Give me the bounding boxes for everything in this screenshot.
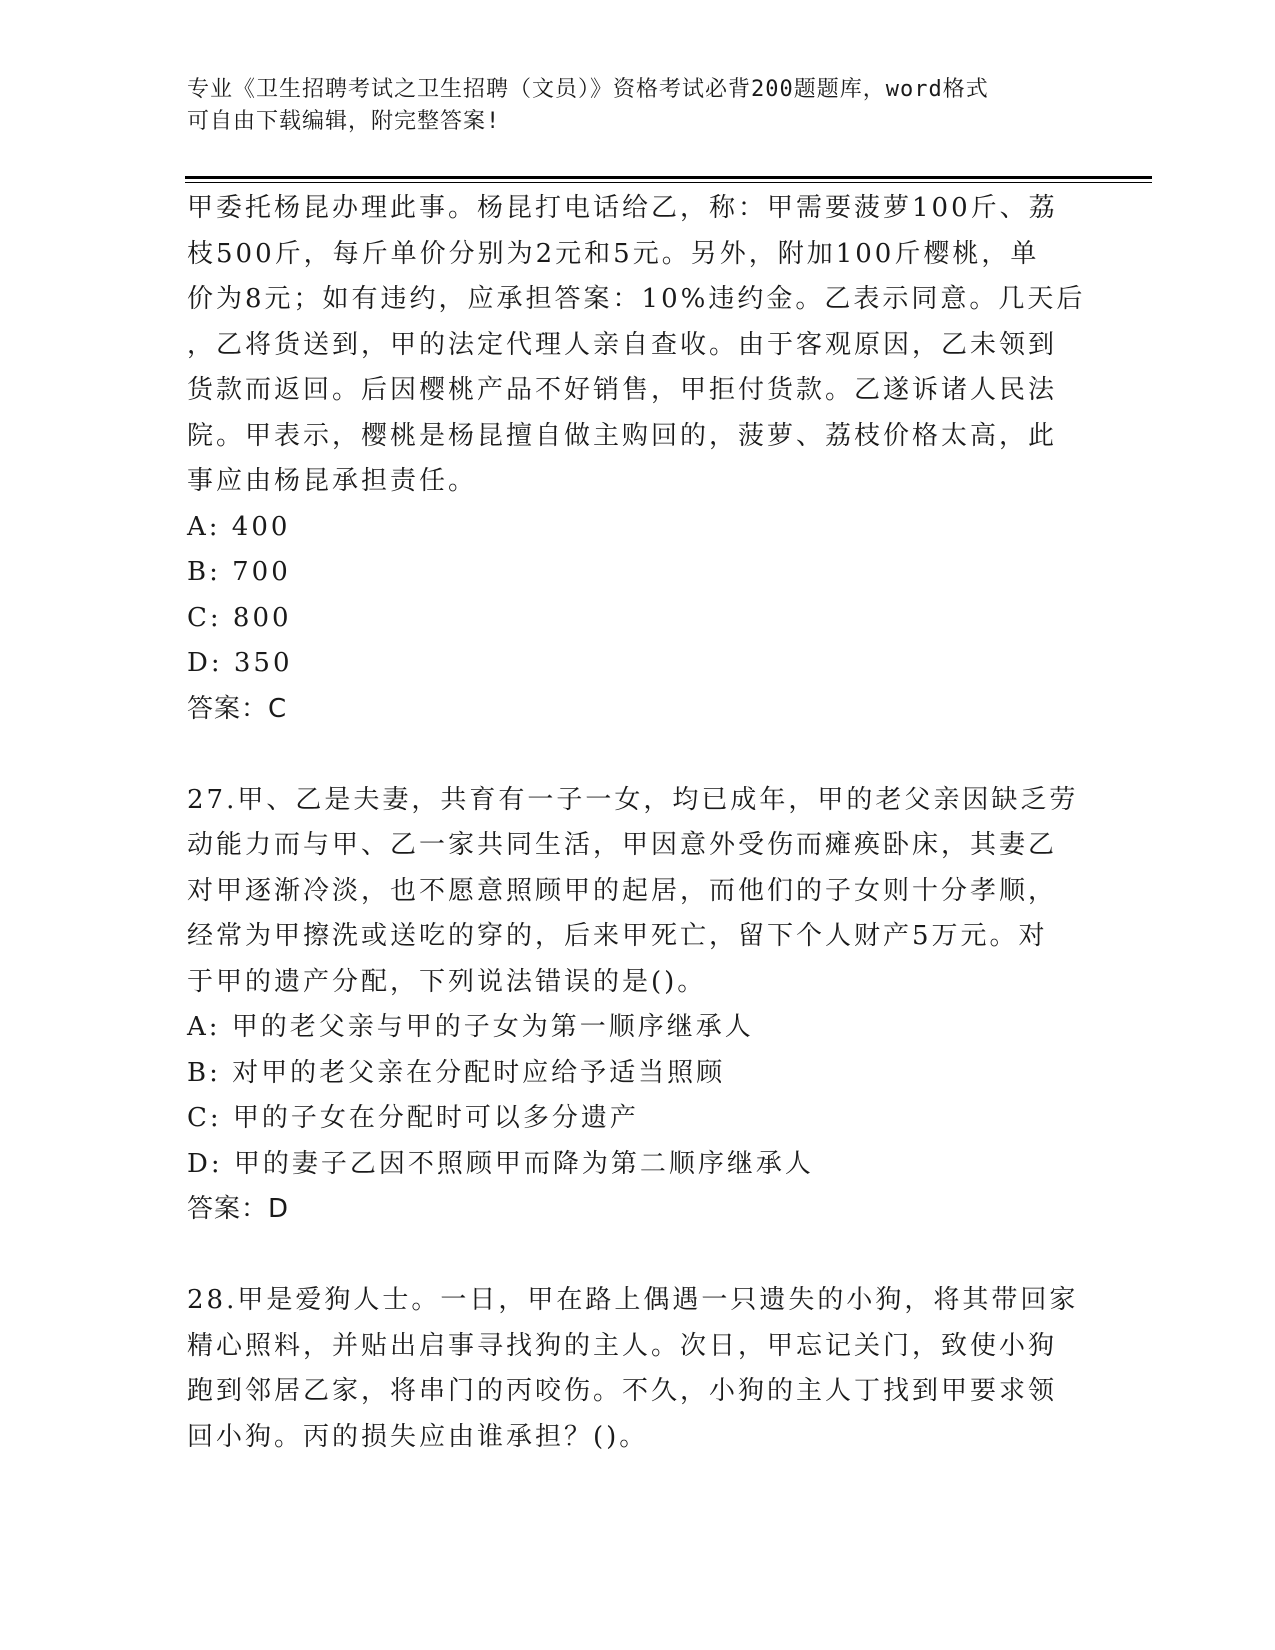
page-header: [187, 74, 1067, 138]
question-stem-line: 于甲的遗产分配，下列说法错误的是()。: [187, 966, 707, 997]
question-stem-line: 甲委托杨昆办理此事。杨昆打电话给乙，称：甲需要菠萝100斤、荔: [187, 193, 1058, 223]
option-a: A: 400: [187, 511, 291, 542]
header-divider-thin: [185, 182, 1152, 183]
option-d: D: 350: [187, 648, 293, 678]
question-stem-line: 院。甲表示，樱桃是杨昆擅自做主购回的，菠萝、荔枝价格太高，此: [187, 420, 1058, 451]
option-c: C: 甲的子女在分配时可以多分遗产: [187, 1103, 639, 1133]
header-title-line-2: 可自由下载编辑，附完整答案!: [187, 109, 501, 134]
question-26: [187, 186, 1087, 732]
question-stem-line: 事应由杨昆承担责任。: [187, 466, 478, 496]
spacer: [187, 732, 1087, 778]
question-stem-line: 经常为甲擦洗或送吃的穿的，后来甲死亡，留下个人财产5万元。对: [187, 921, 1048, 951]
question-stem-line: 回小狗。丙的损失应由谁承担？()。: [187, 1421, 649, 1452]
question-stem-line: 跑到邻居乙家，将串门的丙咬伤。不久，小狗的主人丁找到甲要求领: [187, 1376, 1058, 1406]
question-stem-line: 货款而返回。后因樱桃产品不好销售，甲拒付货款。乙遂诉诸人民法: [187, 375, 1058, 405]
option-a: A: 甲的老父亲与甲的子女为第一顺序继承人: [187, 1012, 754, 1042]
question-stem-line: 28.甲是爱狗人士。一日，甲在路上偶遇一只遗失的小狗，将其带回家: [187, 1285, 1079, 1315]
answer-label: 答案：D: [187, 1194, 290, 1224]
answer-label: 答案：C: [187, 693, 288, 724]
spacer: [187, 1233, 1087, 1279]
question-stem-line: 对甲逐渐冷淡，也不愿意照顾甲的起居，而他们的子女则十分孝顺，: [187, 875, 1058, 906]
option-c: C: 800: [187, 602, 292, 633]
header-title-line-1: 专业《卫生招聘考试之卫生招聘（文员）》资格考试必背200题题库，word格式: [187, 77, 989, 102]
option-b: B: 700: [187, 557, 291, 587]
option-d: D: 甲的妻子乙因不照顾甲而降为第二顺序继承人: [187, 1148, 814, 1179]
header-divider-thick: [185, 176, 1152, 179]
question-stem-line: 价为8元；如有违约，应承担答案：10%违约金。乙表示同意。几天后: [187, 284, 1086, 314]
question-27: [187, 778, 1087, 1233]
option-b: B: 对甲的老父亲在分配时应给予适当照顾: [187, 1057, 726, 1088]
question-stem-line: 枝500斤，每斤单价分别为2元和5元。另外，附加100斤樱桃，单: [187, 238, 1040, 269]
question-content: [187, 186, 1087, 1460]
question-28: [187, 1278, 1087, 1460]
question-stem-line: ，乙将货送到，甲的法定代理人亲自查收。由于客观原因，乙未领到: [187, 329, 1058, 360]
question-stem-line: 27.甲、乙是夫妻，共育有一子一女，均已成年，甲的老父亲因缺乏劳: [187, 784, 1079, 815]
question-stem-line: 动能力而与甲、乙一家共同生活，甲因意外受伤而瘫痪卧床，其妻乙: [187, 830, 1058, 860]
question-stem-line: 精心照料，并贴出启事寻找狗的主人。次日，甲忘记关门，致使小狗: [187, 1330, 1058, 1361]
